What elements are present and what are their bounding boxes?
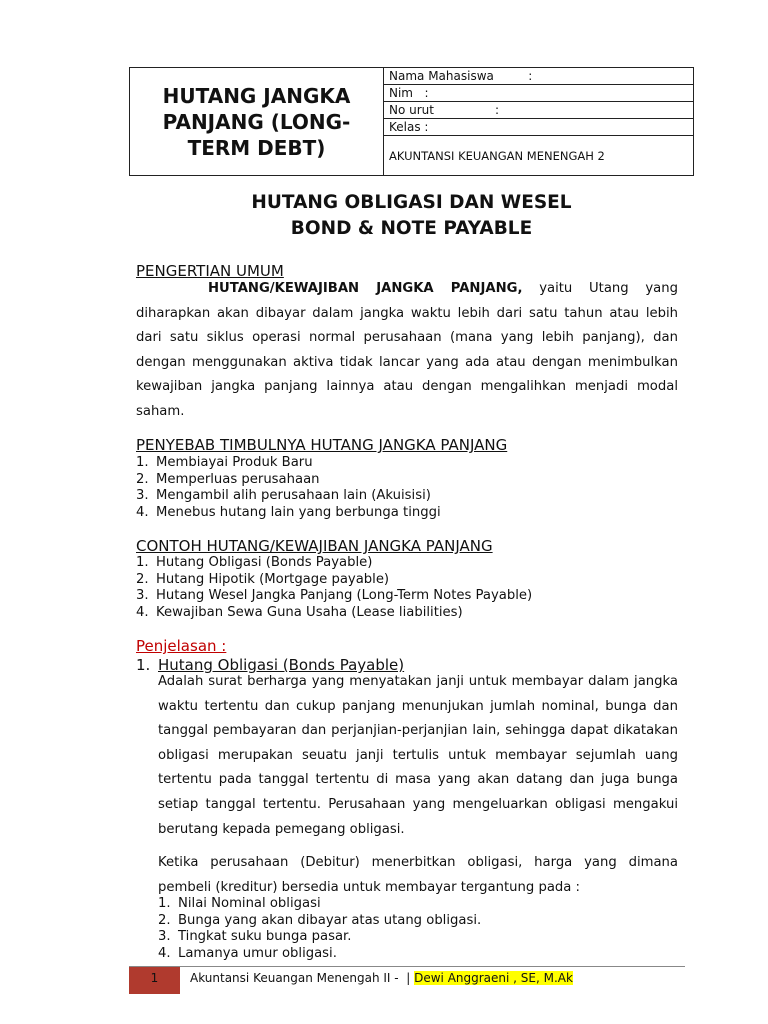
title-line-1: HUTANG OBLIGASI DAN WESEL [251,192,572,213]
list-item: 3. Mengambil alih perusahaan lain (Akuisisi) [136,488,431,503]
sub-number: 1. [136,656,151,674]
list-item: 3. Hutang Wesel Jangka Panjang (Long-Term Notes Payable) [136,588,533,603]
list-item: 4. Kewajiban Sewa Guna Usaha (Lease liabilities) [136,604,463,620]
course-name: AKUNTANSI KEUANGAN MENENGAH 2 [389,148,605,163]
field-nim: Nim : [384,85,693,102]
list-item: 4. Lamanya umur obligasi. [158,945,337,961]
sub-title: Hutang Obligasi (Bonds Payable) [158,656,405,674]
heading-penjelasan: Penjelasan : [136,637,227,655]
main-title [129,190,694,242]
list-item: 1. Membiayai Produk Baru [136,455,313,470]
list-item: 3. Tingkat suku bunga pasar. [158,929,352,944]
heading-pengertian: PENGERTIAN UMUM [136,262,284,280]
footer-course: Akuntansi Keuangan Menengah II - | [190,971,415,985]
pengertian-bold-lead: HUTANG/KEWAJIBAN JANGKA PANJANG, [208,281,523,296]
obligasi-paragraph-2: Ketika perusahaan (Debitur) menerbitkan obligasi, harga yang dimana pembeli (kreditur) bersedia untuk membayar tergantung pada : [158,855,678,895]
heading-penyebab: PENYEBAB TIMBULNYA HUTANG JANGKA PANJANG [136,436,508,454]
penyebab-list [136,455,441,521]
pengertian-text: yaitu Utang yang diharapkan akan dibayar dalam jangka waktu lebih dari satu tahun atau lebih dari satu siklus operasi normal perusahaan (mana yang lebih panjang), dan dengan menggunakan aktiva tidak lancar yang ada atau dengan menimbulkan kewajiban jangka panjang lainnya atau dengan mengalihkan menjadi modal saham. [136,281,678,419]
pengertian-paragraph [136,277,678,425]
header-title: HUTANG JANGKA PANJANG (LONG-TERM DEBT) [162,83,351,160]
list-item: 2. Hutang Hipotik (Mortgage payable) [136,571,390,587]
obligasi-paragraph-1: Adalah surat berharga yang menyatakan janji untuk membayar dalam jangka waktu tertentu dan cukup panjang menunjukan jumlah nominal, bunga dan tanggal pembayaran dan perjanjian-perjanjian lain, sehingga dapat dikatakan obligasi merupakan seuatu janji tertulis untuk membayar sejumlah uang tertentu pada tanggal tertentu di masa yang akan datang dan juga bunga setiap tanggal tertentu. Perusahaan yang mengeluarkan obligasi mengakui berutang kepada pemegang obligasi. [158,674,678,837]
heading-contoh: CONTOH HUTANG/KEWAJIBAN JANGKA PANJANG [136,537,493,555]
list-item: 1. Nilai Nominal obligasi [158,896,321,911]
contoh-list [136,555,532,621]
field-no-urut: No urut : [384,102,693,119]
list-item: 1. Hutang Obligasi (Bonds Payable) [136,555,373,570]
footer-divider [129,966,685,967]
footer-author: Dewi Anggraeni , SE, M.Ak [414,971,573,985]
header-table [129,67,694,176]
title-line-2: BOND & NOTE PAYABLE [290,218,533,239]
list-item: 2. Memperluas perusahaan [136,471,320,487]
header-fields [384,68,693,175]
footer-text [190,971,573,985]
footer-page-number: 1 [150,971,159,985]
field-kelas: Kelas : [384,119,693,136]
field-nama: Nama Mahasiswa : [384,68,693,85]
list-item: 4. Menebus hutang lain yang berbunga tinggi [136,504,441,520]
header-title-cell [130,68,384,175]
list-item: 2. Bunga yang akan dibayar atas utang obligasi. [158,912,482,928]
obligasi-factors-list [158,896,481,962]
